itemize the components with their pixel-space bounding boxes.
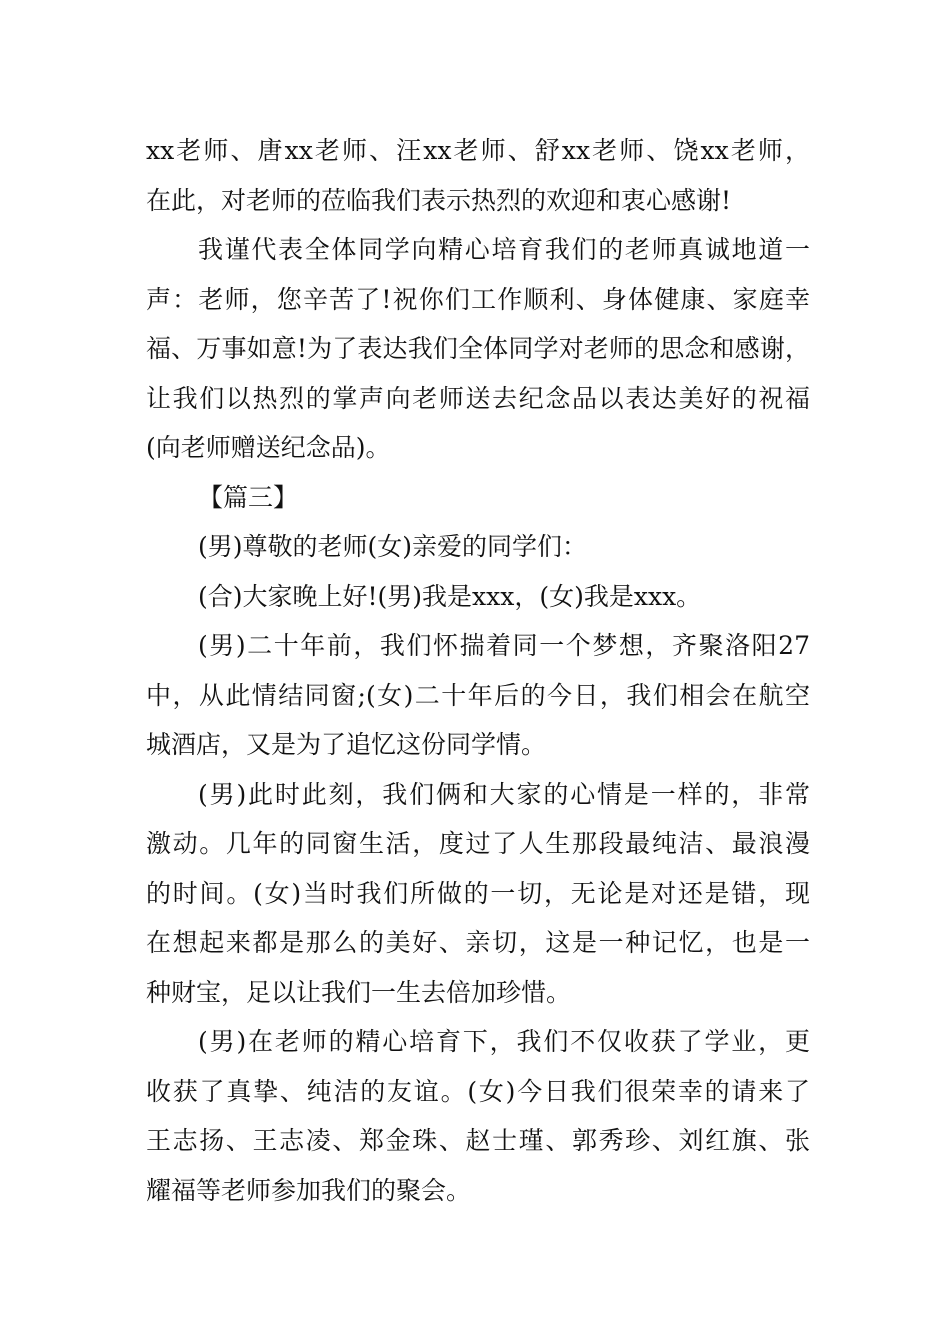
text-line: 种财宝，足以让我们一生去倍加珍惜。 xyxy=(146,977,572,1007)
text-line: 声：老师，您辛苦了!祝你们工作顺利、身体健康、家庭幸 xyxy=(146,284,810,314)
text-line: 在此，对老师的莅临我们表示热烈的欢迎和衷心感谢! xyxy=(146,185,732,215)
text-line: 城酒店，又是为了追忆这份同学情。 xyxy=(146,730,547,759)
text-line: (向老师赠送纪念品)。 xyxy=(146,433,391,462)
text-line: 我谨代表全体同学向精心培育我们的老师真诚地道一 xyxy=(198,235,810,264)
text-line: 的时间。(女)当时我们所做的一切，无论是对还是错，现 xyxy=(146,878,810,908)
text-line: (男)此时此刻，我们俩和大家的心情是一样的，非常 xyxy=(198,779,810,809)
text-line: (合)大家晚上好!(男)我是xxx，(女)我是xxx。 xyxy=(198,581,702,611)
text-line: (男)在老师的精心培育下，我们不仅收获了学业，更 xyxy=(198,1027,810,1056)
text-line: 在想起来都是那么的美好、亲切，这是一种记忆，也是一 xyxy=(146,928,810,957)
text-line: 【篇三】 xyxy=(198,482,299,512)
text-line: 王志扬、王志凌、郑金珠、赵士瑾、郭秀珍、刘红旗、张 xyxy=(146,1126,810,1155)
document-body xyxy=(146,126,810,1215)
text-line: 收获了真挚、纯洁的友谊。(女)今日我们很荣幸的请来了 xyxy=(146,1076,810,1106)
text-line: 激动。几年的同窗生活，度过了人生那段最纯洁、最浪漫 xyxy=(146,829,810,858)
text-line: (男)尊敬的老师(女)亲爱的同学们： xyxy=(198,532,588,561)
text-line: 耀福等老师参加我们的聚会。 xyxy=(146,1175,472,1205)
text-line: 让我们以热烈的掌声向老师送去纪念品以表达美好的祝福 xyxy=(146,383,810,413)
text-line: (男)二十年前，我们怀揣着同一个梦想，齐聚洛阳27 xyxy=(198,631,810,660)
text-line: 福、万事如意!为了表达我们全体同学对老师的思念和感谢， xyxy=(146,334,810,363)
text-line: xx老师、唐xx老师、汪xx老师、舒xx老师、饶xx老师， xyxy=(146,136,810,165)
text-line: 中，从此情结同窗;(女)二十年后的今日，我们相会在航空 xyxy=(146,680,810,710)
